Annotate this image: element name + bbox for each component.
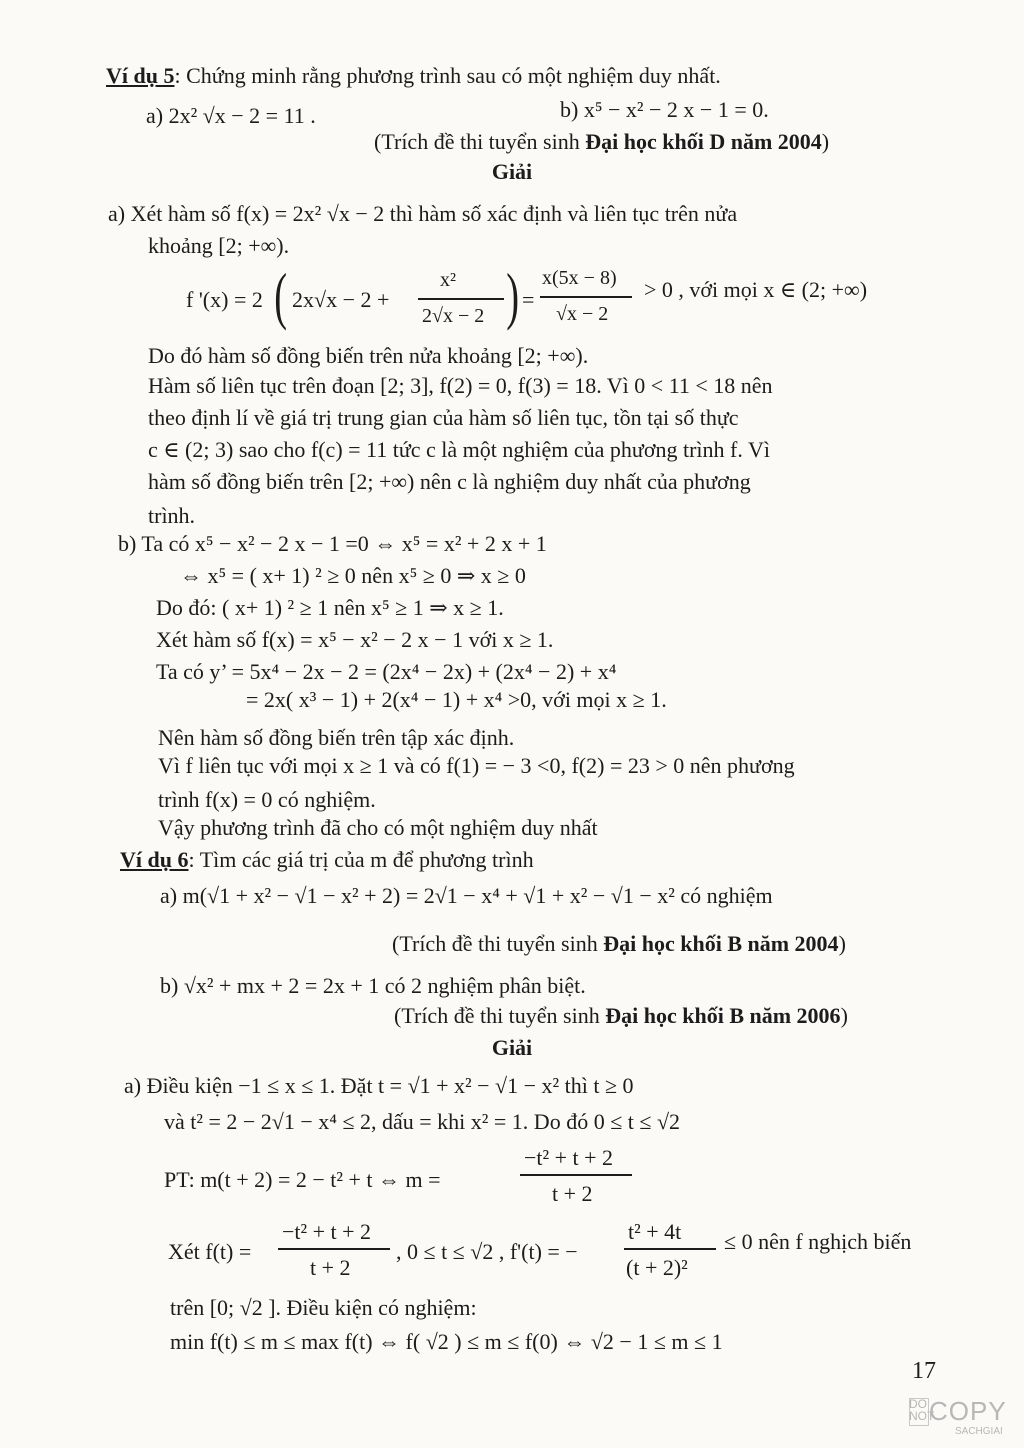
- sol5b-line-3: Do đó: ( x+ 1) ² ≥ 1 nên x⁵ ≥ 1 ⇒ x ≥ 1.: [156, 595, 504, 620]
- sol5b-line-4: Xét hàm số f(x) = x⁵ − x² − 2 x − 1 với x ≥ 1.: [156, 627, 554, 652]
- deriv-num-2: x(5x − 8): [542, 267, 617, 289]
- sol5a-line-6: theo định lí về giá trị trung gian của hàm số liên tục, tồn tại số thực: [148, 405, 739, 430]
- sol5a-line-2: khoảng [2; +∞).: [148, 233, 290, 258]
- page-number: 17: [912, 1358, 936, 1384]
- sol6-line-5: trên [0; √2 ]. Điều kiện có nghiệm:: [170, 1295, 477, 1320]
- source-prefix: (Trích đề thi tuyển sinh: [374, 129, 586, 154]
- xet-numerator: −t² + t + 2: [282, 1219, 372, 1244]
- sol5b-line-6: = 2x( x³ − 1) + 2(x⁴ − 1) + x⁴ >0, với mọi x ≥ 1.: [246, 687, 667, 712]
- example-5-heading: [106, 62, 721, 90]
- sol5a-line-9: trình.: [148, 503, 196, 528]
- sol5a-line-4: Do đó hàm số đồng biến trên nửa khoảng [2; +∞).: [148, 343, 589, 368]
- source-prefix: (Trích đề thi tuyển sinh: [394, 1003, 606, 1028]
- example-5-part-a: a) 2x² √x − 2 = 11 .: [146, 103, 316, 128]
- deriv-den-2: √x − 2: [556, 303, 609, 325]
- example-6-part-a: a) m(√1 + x² − √1 − x² + 2) = 2√1 − x⁴ + √1 + x² − √1 − x² có nghiệm: [160, 883, 773, 908]
- source-exam: Đại học khối D năm 2004: [585, 129, 822, 154]
- example-5-prompt: : Chứng minh rằng phương trình sau có một nghiệm duy nhất.: [174, 63, 721, 88]
- example-5-source: [374, 128, 829, 156]
- sol6-line-6: min f(t) ≤ m ≤ max f(t) ⇔ f( √2 ) ≤ m ≤ f(0) ⇔ √2 − 1 ≤ m ≤ 1: [170, 1329, 723, 1354]
- left-paren: (: [274, 260, 288, 331]
- fraction-bar: [540, 296, 632, 298]
- sol5a-line-7: c ∈ (2; 3) sao cho f(c) = 11 tức c là một nghiệm của phương trình f. Vì: [148, 437, 770, 462]
- deriv-lhs: f '(x) = 2: [186, 287, 263, 312]
- deriv-inner: 2x√x − 2 +: [292, 287, 390, 312]
- example-6-part-b: b) √x² + mx + 2 = 2x + 1 có 2 nghiệm phân biệt.: [160, 973, 586, 998]
- example-5-part-b: b) x⁵ − x² − 2 x − 1 = 0.: [560, 97, 769, 122]
- solution-heading-6: Giải: [491, 1035, 533, 1060]
- source-suffix: ): [840, 1003, 848, 1028]
- xet-denominator-2: (t + 2)²: [626, 1255, 688, 1280]
- sol5b-line-2: ⇔ x⁵ = ( x+ 1) ² ≥ 0 nên x⁵ ≥ 0 ⇒ x ≥ 0: [180, 563, 526, 588]
- fraction-bar: [418, 298, 504, 300]
- deriv-num-1: x²: [440, 269, 456, 291]
- deriv-den-1: 2√x − 2: [422, 305, 485, 327]
- fraction-bar: [278, 1248, 390, 1250]
- source-exam: Đại học khối B năm 2004: [603, 931, 839, 956]
- example-6-source-1: [392, 930, 846, 958]
- stamp-copy: COPY: [929, 1396, 1007, 1426]
- source-prefix: (Trích đề thi tuyển sinh: [392, 931, 604, 956]
- sol6-line-2: và t² = 2 − 2√1 − x⁴ ≤ 2, dấu = khi x² = 1. Do đó 0 ≤ t ≤ √2: [164, 1109, 681, 1134]
- deriv-eq: =: [522, 287, 535, 312]
- stamp-brand: SACHGIAI: [955, 1426, 1003, 1437]
- sol5a-line-8: hàm số đồng biến trên [2; +∞) nên c là nghiệm duy nhất của phương: [148, 469, 751, 494]
- xet-numerator-2: t² + 4t: [628, 1219, 682, 1244]
- source-exam: Đại học khối B năm 2006: [605, 1003, 841, 1028]
- stamp-not: NOT: [909, 1409, 935, 1423]
- xet-tail: ≤ 0 nên f nghịch biến: [724, 1229, 912, 1254]
- example-6-source-2: [394, 1002, 848, 1030]
- example-5-label: Ví dụ 5: [106, 63, 175, 88]
- pt-denominator: t + 2: [552, 1181, 593, 1206]
- xet-lhs: Xét f(t) =: [168, 1239, 252, 1264]
- example-6-prompt: : Tìm các giá trị của m để phương trình: [188, 847, 534, 872]
- sol5b-line-5: Ta có y’ = 5x⁴ − 2x − 2 = (2x⁴ − 2x) + (2x⁴ − 2) + x⁴: [156, 659, 617, 684]
- fraction-bar: [624, 1248, 716, 1250]
- sol5b-line-9: trình f(x) = 0 có nghiệm.: [158, 787, 376, 812]
- xet-denominator: t + 2: [310, 1255, 351, 1280]
- source-suffix: ): [821, 129, 830, 154]
- pt-numerator: −t² + t + 2: [524, 1145, 614, 1170]
- source-suffix: ): [838, 931, 846, 956]
- sol5b-line-7: Nên hàm số đồng biến trên tập xác định.: [158, 725, 515, 750]
- fraction-bar: [520, 1174, 632, 1176]
- xet-middle: , 0 ≤ t ≤ √2 , f'(t) = −: [396, 1239, 578, 1264]
- example-6-label: Ví dụ 6: [120, 847, 189, 872]
- pt-lhs: PT: m(t + 2) = 2 − t² + t ⇔ m =: [164, 1167, 441, 1192]
- watermark-stamp: [905, 1398, 1015, 1442]
- sol5b-line-8: Vì f liên tục với mọi x ≥ 1 và có f(1) = − 3 <0, f(2) = 23 > 0 nên phương: [158, 753, 795, 778]
- solution-heading-5: Giải: [491, 159, 533, 184]
- right-paren: ): [506, 260, 520, 331]
- sol5a-line-1: a) Xét hàm số f(x) = 2x² √x − 2 thì hàm số xác định và liên tục trên nửa: [108, 201, 738, 226]
- stamp-do: DO: [909, 1397, 927, 1411]
- example-6-heading: [120, 846, 534, 874]
- deriv-tail: > 0 , với mọi x ∈ (2; +∞): [644, 277, 868, 302]
- sol5b-line-10: Vậy phương trình đã cho có một nghiệm duy nhất: [158, 815, 598, 840]
- sol5b-line-1: b) Ta có x⁵ − x² − 2 x − 1 =0 ⇔ x⁵ = x² + 2 x + 1: [118, 531, 547, 556]
- sol5a-line-5: Hàm số liên tục trên đoạn [2; 3], f(2) = 0, f(3) = 18. Vì 0 < 11 < 18 nên: [148, 373, 773, 398]
- sol6-line-1: a) Điều kiện −1 ≤ x ≤ 1. Đặt t = √1 + x² − √1 − x² thì t ≥ 0: [124, 1073, 634, 1098]
